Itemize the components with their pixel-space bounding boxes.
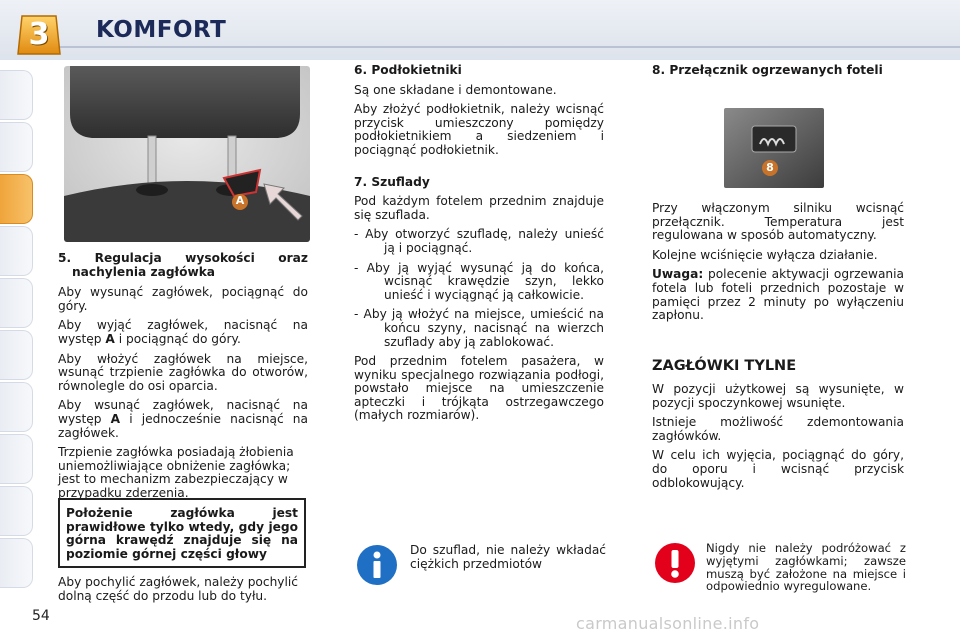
left-paragraph-4: Aby wsunąć zagłówek, nacisnąć na występ A i jednocześnie nacisnąć na zagłówek.	[58, 398, 308, 440]
watermark: carmanualsonline.info	[576, 614, 760, 633]
photo-label-8: 8	[766, 161, 774, 174]
headrest-position-box: Położenie zagłówka jest prawidłowe tylko wtedy, gdy jego górna krawędź znajduje się na poziomie górnej części głowy	[58, 498, 306, 568]
heated-seat-switch-photo	[724, 108, 824, 188]
middle-paragraph-1: Są one składane i demontowane.	[354, 82, 557, 97]
side-tab-5[interactable]	[0, 278, 33, 328]
right-paragraph-2: Kolejne wciśnięcie wyłącza działanie.	[652, 247, 878, 262]
right-paragraph-1: Przy włączonym silniku wcisnąć przełącznik. Temperatura jest regulowana w sposób automatyczny.	[652, 201, 904, 243]
left-paragraph-3: Aby włożyć zagłówek na miejsce, wsunąć trzpienie zagłówka do otworów, równolegle do osi oparcia.	[58, 351, 308, 393]
right-paragraph-4: Istnieje możliwość zdemontowania zagłówków.	[652, 415, 904, 443]
section-6-heading: 6. Podłokietniki	[354, 63, 462, 77]
middle-column	[354, 64, 604, 429]
list-item: - Aby ją włożyć na miejsce, umieścić na końcu szyny, nacisnąć na wierzch szuflady aby ją zablokować.	[354, 307, 604, 349]
header-divider	[60, 46, 960, 48]
left-paragraph-6: Aby pochylić zagłówek, należy pochylić dolną część do przodu lub do tyłu.	[58, 575, 298, 603]
warning-note: Nigdy nie należy podróżować z wyjętymi zagłówkami; zawsze muszą być założone na miejsce i odpowiednio wyregulowane.	[706, 541, 906, 594]
side-tab-4[interactable]	[0, 226, 33, 276]
right-paragraph-5: W celu ich wyjęcia, pociągnąć do góry, do oporu i wcisnąć przycisk odblokowujący.	[652, 448, 904, 490]
section-title-rear-headrests: ZAGŁÓWKI TYLNE	[652, 358, 797, 374]
rear-headrests-text	[652, 383, 904, 496]
list-item: - Aby ją wyjąć wysunąć ją do końca, wcisnąć krawędzie szyn, lekko unieść i wyciągnąć ją całkowicie.	[354, 260, 604, 302]
info-note: Do szuflad, nie należy wkładać ciężkich przedmiotów	[410, 543, 606, 571]
side-tab-2[interactable]	[0, 122, 33, 172]
side-tab-1[interactable]	[0, 70, 33, 120]
left-paragraph-5: Trzpienie zagłówka posiadają żłobienia uniemożliwiające obniżenie zagłówka; jest to mechanizm zabezpieczający w przypadku zderzenia.	[58, 445, 294, 500]
left-paragraph-2: Aby wyjąć zagłówek, nacisnąć na występ A i pociągnąć do góry.	[58, 318, 308, 346]
chapter-number: 3	[28, 17, 50, 52]
info-icon	[356, 544, 398, 586]
left-paragraph-1: Aby wysunąć zagłówek, pociągnąć do góry.	[58, 285, 308, 313]
headrest-photo	[64, 66, 310, 242]
section-7-heading: 7. Szuflady	[354, 174, 430, 189]
left-column	[58, 252, 308, 507]
photo-label-a: A	[235, 194, 245, 207]
section-5-heading: 5. Regulacja wysokości oraz nachylenia zagłówka	[58, 251, 308, 279]
right-column	[652, 202, 904, 329]
page-title: KOMFORT	[96, 17, 227, 43]
warning-icon	[654, 542, 696, 584]
side-tab-9[interactable]	[0, 486, 33, 536]
page-number: 54	[32, 608, 50, 624]
middle-paragraph-3: Pod każdym fotelem przednim znajduje się szuflada.	[354, 194, 604, 222]
side-tab-8[interactable]	[0, 434, 33, 484]
section-8-heading: 8. Przełącznik ogrzewanych foteli	[652, 63, 883, 77]
side-tab-10[interactable]	[0, 538, 33, 588]
right-paragraph-3: W pozycji użytkowej są wysunięte, w pozycji spoczynkowej wsunięte.	[652, 382, 904, 410]
side-tab-6[interactable]	[0, 330, 33, 380]
side-tab-3-active[interactable]	[0, 174, 33, 224]
middle-paragraph-4: Pod przednim fotelem pasażera, w wyniku specjalnego rozwiązania podłogi, powstało miejsce na umieszczenie apteczki i trójkąta ostrzegawczego (małych rozmiarów).	[354, 354, 604, 423]
list-item: - Aby otworzyć szufladę, należy unieść ją i pociągnąć.	[354, 227, 604, 255]
right-note: Uwaga: polecenie aktywacji ogrzewania fotela lub foteli przednich pozostaje w pamięci przez 2 minuty po wyłączeniu zapłonu.	[652, 267, 904, 323]
middle-paragraph-2: Aby złożyć podłokietnik, należy wcisnąć przycisk umieszczony pomiędzy podłokietnikiem a siedzeniem i pociągnąć podłokietnik.	[354, 102, 604, 157]
side-tab-7[interactable]	[0, 382, 33, 432]
